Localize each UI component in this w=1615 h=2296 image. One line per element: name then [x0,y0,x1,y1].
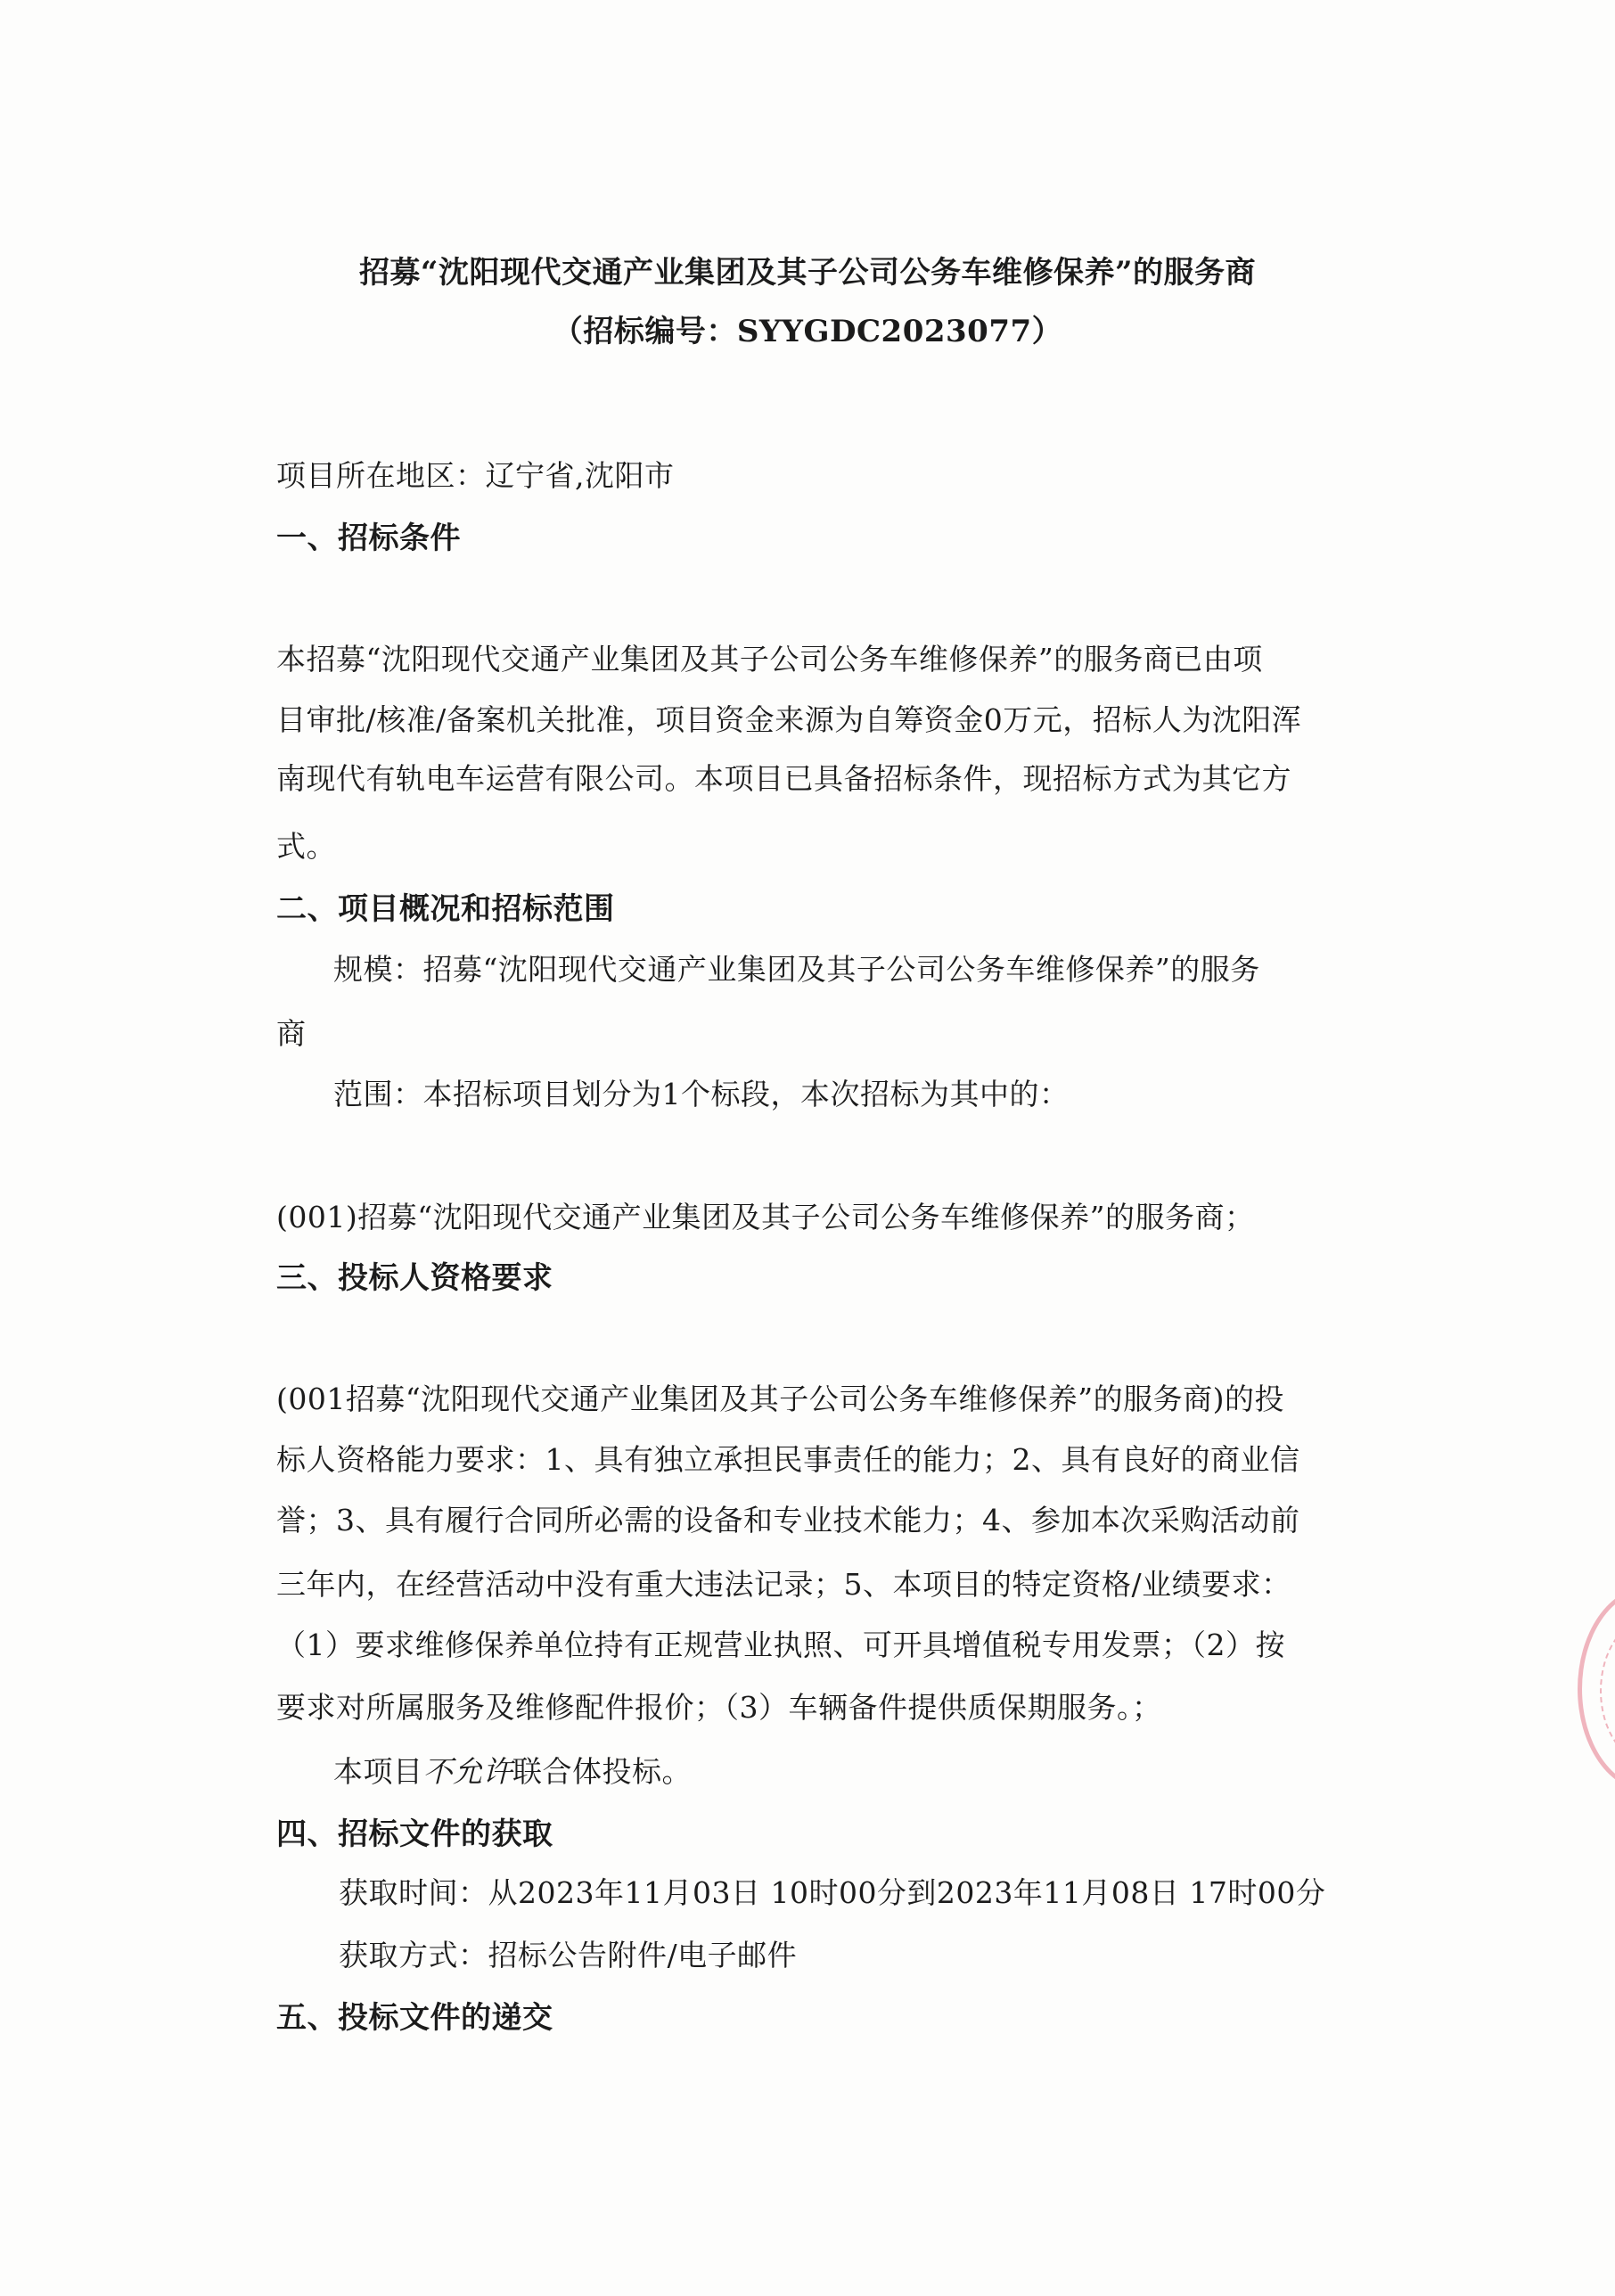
acquire-method: 获取方式：招标公告附件/电子邮件 [339,1938,798,1972]
paragraph-line: 标人资格能力要求：1、具有独立承担民事责任的能力；2、具有良好的商业信 [276,1442,1300,1477]
section-heading-5: 五、投标文件的递交 [276,2000,553,2036]
official-seal [1578,1587,1615,1792]
paragraph-line: 式。 [276,829,336,864]
consortium-suffix: 联合体投标。 [512,1754,692,1789]
consortium-prefix: 本项目 [333,1754,423,1789]
paragraph-line: （1）要求维修保养单位持有正规营业执照、可开具增值税专用发票；（2）按 [276,1628,1285,1662]
consortium-handwritten: 不允许 [422,1754,512,1789]
document-title: 招募“沈阳现代交通产业集团及其子公司公务车维修保养”的服务商 [358,255,1257,291]
paragraph-line: 南现代有轨电车运营有限公司。本项目已具备招标条件，现招标方式为其它方 [276,761,1291,796]
consortium-line [333,1752,1430,1792]
seal-inner-ring [1600,1618,1615,1764]
lot-line: (001)招募“沈阳现代交通产业集团及其子公司公务车维修保养”的服务商； [276,1200,1255,1234]
paragraph-line: 三年内，在经营活动中没有重大违法记录；5、本项目的特定资格/业绩要求： [276,1567,1291,1602]
paragraph-line: 要求对所属服务及维修配件报价；（3）车辆备件提供质保期服务。； [276,1690,1162,1725]
project-location: 项目所在地区：辽宁省,沈阳市 [276,458,675,493]
scale-line: 规模：招募“沈阳现代交通产业集团及其子公司公务车维修保养”的服务 [333,952,1260,987]
section-heading-1: 一、招标条件 [276,521,461,556]
scale-line-continued: 商 [276,1016,307,1051]
paragraph-line: (001招募“沈阳现代交通产业集团及其子公司公务车维修保养”的服务商)的投 [276,1382,1284,1416]
paragraph-line: 本招募“沈阳现代交通产业集团及其子公司公务车维修保养”的服务商已由项 [276,642,1263,676]
acquire-time: 获取时间：从2023年11月03日 10时00分到2023年11月08日 17时00分 [339,1875,1326,1910]
scope-line: 范围：本招标项目划分为1个标段，本次招标为其中的： [333,1077,1070,1111]
tender-number: （招标编号：SYYGDC2023077） [552,314,1063,349]
section-heading-4: 四、招标文件的获取 [276,1816,553,1852]
paragraph-line: 目审批/核准/备案机关批准，项目资金来源为自筹资金0万元，招标人为沈阳浑 [276,702,1302,737]
paragraph-line: 誉；3、具有履行合同所必需的设备和专业技术能力；4、参加本次采购活动前 [276,1503,1300,1538]
section-heading-2: 二、项目概况和招标范围 [276,891,615,927]
section-heading-3: 三、投标人资格要求 [276,1260,553,1296]
